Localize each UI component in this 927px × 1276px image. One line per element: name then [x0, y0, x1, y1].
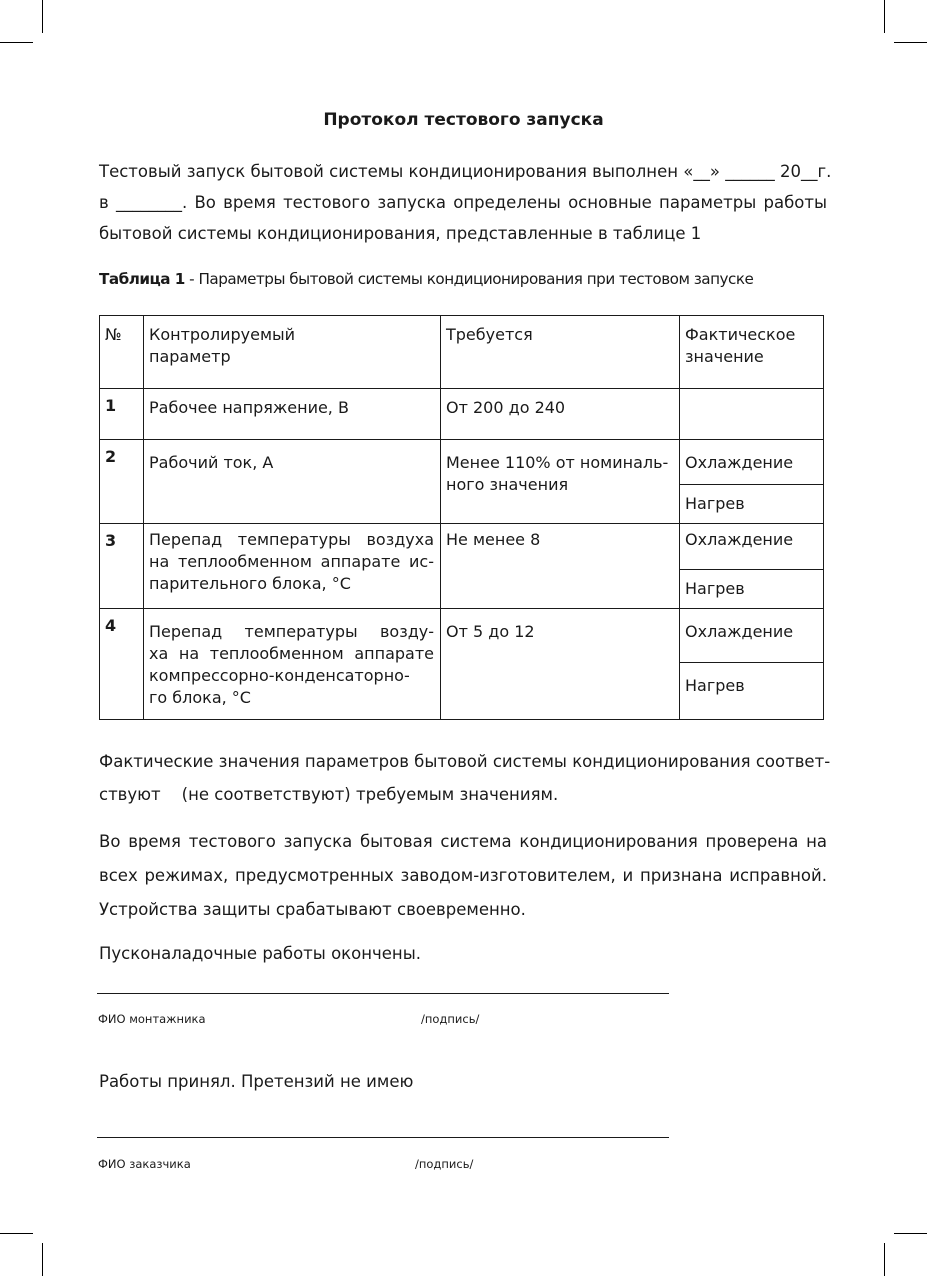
header-param: [144, 316, 441, 389]
finished-text: Пусконаладочные работы окончены.: [99, 944, 421, 963]
header-param-l1: Контролируемый: [149, 325, 296, 344]
intro-line-2: в ________. Во время тестового запуска определены основные параметры работы: [99, 193, 827, 212]
row-param: Рабочее напряжение, В: [144, 389, 441, 440]
table-caption-text: - Параметры бытовой системы кондиционирования при тестовом запуске: [184, 270, 754, 288]
row-num: 3: [100, 524, 144, 609]
row-mode-cooling[interactable]: Охлаждение: [680, 524, 824, 570]
installer-signature-line[interactable]: [97, 993, 669, 994]
check-paragraph: [99, 825, 827, 927]
conclusion-line-1: Фактические значения параметров бытовой системы кондиционирования соответ-: [99, 752, 831, 771]
conclusion-paragraph: [99, 745, 831, 811]
customer-signature-line[interactable]: [97, 1137, 669, 1138]
table-row: [100, 609, 824, 663]
row-param: [144, 609, 441, 720]
row-param-l1: Перепад температуры воздуха: [149, 530, 434, 549]
row-required-l1: Менее 110% от номиналь-: [446, 453, 669, 472]
customer-name-label: ФИО заказчика: [98, 1157, 191, 1171]
row-param: Рабочий ток, А: [144, 440, 441, 524]
installer-name-label: ФИО монтажника: [98, 1012, 206, 1026]
document-title: Протокол тестового запуска: [323, 110, 604, 130]
crop-mark-bottom-right-v: [884, 1243, 885, 1276]
table-caption-number: Таблица 1: [99, 270, 185, 288]
intro-line-1: Тестовый запуск бытовой системы кондиционирования выполнен «__» ______ 20__г.: [99, 162, 832, 181]
crop-mark-bottom-left-h: [0, 1233, 33, 1234]
check-line-3: Устройства защиты срабатывают своевременно.: [99, 900, 526, 919]
row-required-l2: ного значения: [446, 475, 569, 494]
row-num: 4: [100, 609, 144, 720]
table-row: [100, 389, 824, 440]
row-param-l1: Перепад температуры возду-: [149, 622, 434, 641]
crop-mark-top-right-v: [884, 0, 885, 33]
row-num: 2: [100, 440, 144, 524]
header-num: №: [100, 316, 144, 389]
row-required: [441, 440, 680, 524]
check-line-1: Во время тестового запуска бытовая система кондиционирования проверена на: [99, 832, 827, 851]
crop-mark-top-left-v: [42, 0, 43, 33]
row-mode-heating[interactable]: Нагрев: [680, 663, 824, 720]
row-param-l2: ха на теплообменном аппарате: [149, 644, 434, 663]
row-actual-input[interactable]: [680, 389, 824, 440]
row-required: Не менее 8: [441, 524, 680, 609]
row-required: От 5 до 12: [441, 609, 680, 720]
crop-mark-top-left-h: [0, 42, 33, 43]
intro-line-3: бытовой системы кондиционирования, представленные в таблице 1: [99, 224, 702, 243]
crop-mark-top-right-h: [894, 42, 927, 43]
intro-paragraph: [99, 156, 832, 249]
header-required: Требуется: [441, 316, 680, 389]
row-mode-heating[interactable]: Нагрев: [680, 485, 824, 524]
header-param-l2: параметр: [149, 347, 231, 366]
accepted-text: Работы принял. Претензий не имею: [99, 1072, 414, 1091]
row-required: От 200 до 240: [441, 389, 680, 440]
customer-sign-label: /подпись/: [415, 1157, 474, 1171]
table-row: [100, 440, 824, 485]
row-mode-cooling[interactable]: Охлаждение: [680, 609, 824, 663]
installer-sign-label: /подпись/: [421, 1012, 480, 1026]
row-param-l3: парительного блока, °С: [149, 574, 351, 593]
header-actual: [680, 316, 824, 389]
table-caption: [99, 270, 753, 288]
row-param-l4: го блока, °С: [149, 688, 251, 707]
crop-mark-bottom-right-h: [894, 1233, 927, 1234]
row-param-l2: на теплообменном аппарате ис-: [149, 552, 434, 571]
conclusion-line-2: ствуют (не соответствуют) требуемым значениям.: [99, 785, 559, 804]
row-mode-cooling[interactable]: Охлаждение: [680, 440, 824, 485]
crop-mark-bottom-left-v: [42, 1243, 43, 1276]
table-header-row: [100, 316, 824, 389]
table-row: [100, 524, 824, 570]
row-num: 1: [100, 389, 144, 440]
row-param: [144, 524, 441, 609]
check-line-2: всех режимах, предусмотренных заводом-изготовителем, и признана исправной.: [99, 866, 827, 885]
row-mode-heating[interactable]: Нагрев: [680, 570, 824, 609]
row-param-l3: компрессорно-конденсаторно-: [149, 666, 410, 685]
parameters-table: [99, 315, 824, 720]
header-actual-l1: Фактическое: [685, 325, 796, 344]
header-actual-l2: значение: [685, 347, 764, 366]
